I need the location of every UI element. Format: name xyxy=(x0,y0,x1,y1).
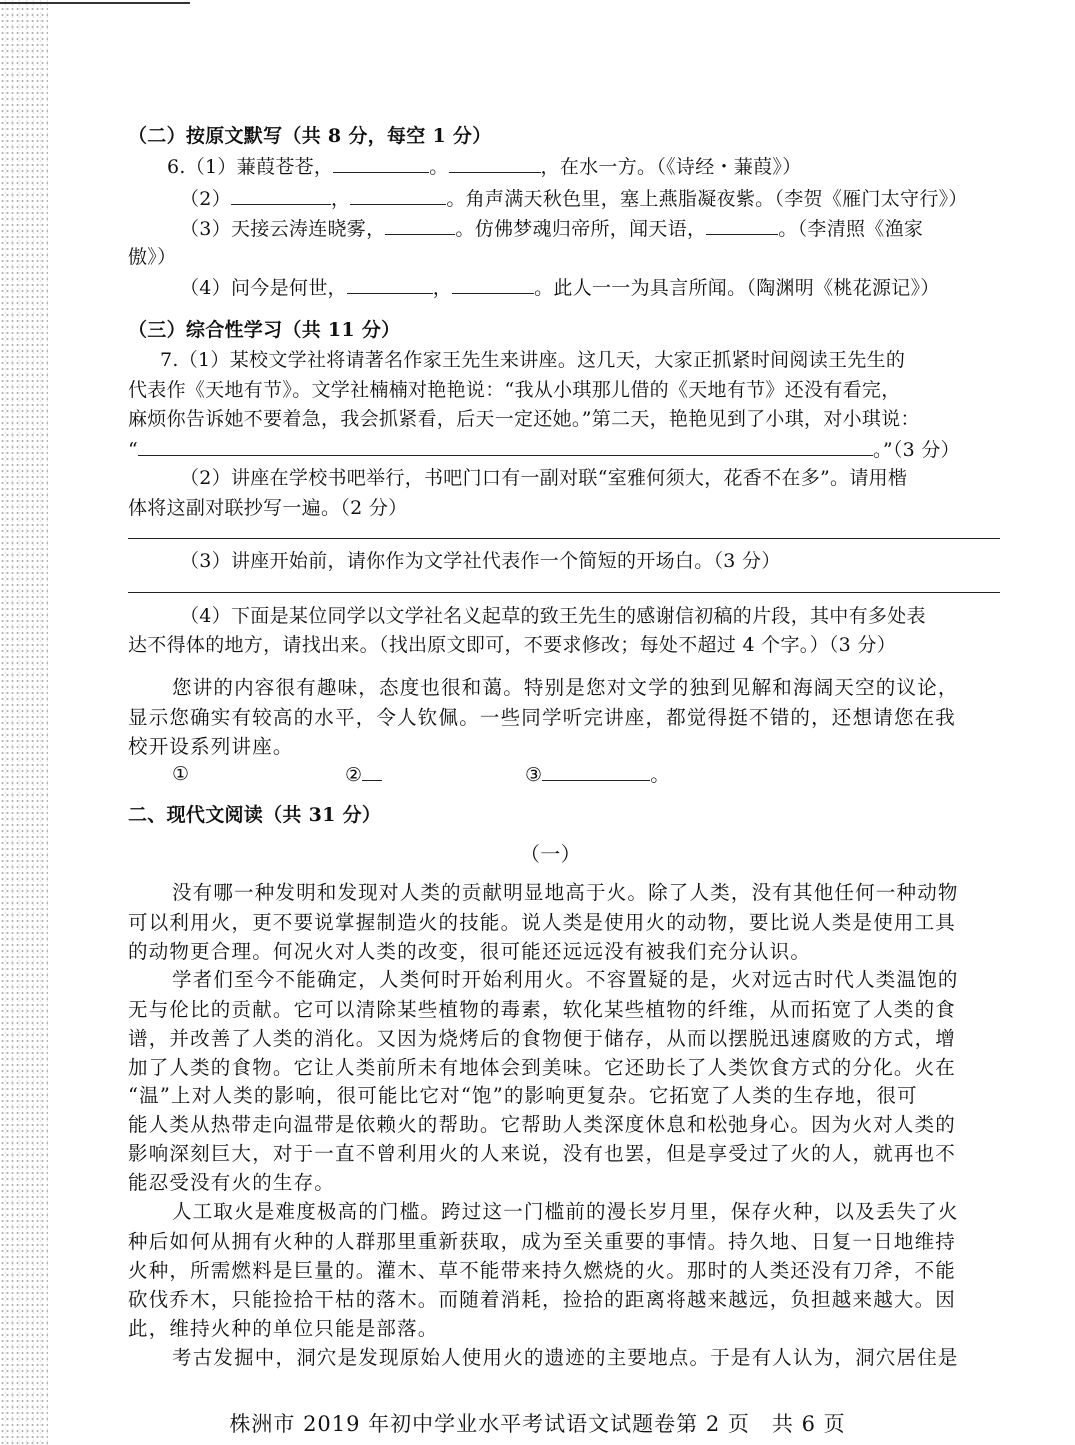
q6-3-text-a: （3）天接云涛连晓雾， xyxy=(180,218,386,240)
passage-line: 火种，所需燃料是巨量的。灌木、草不能带来持久燃烧的火。那时的人类还没有刀斧，不能 xyxy=(128,1259,957,1282)
answer-mark-2-label: ② xyxy=(345,764,363,786)
q7-open-quote: “ xyxy=(128,439,139,461)
q6-4-text-a: （4）问今是何世， xyxy=(180,277,347,299)
passage-line: 学者们至今不能确定，人类何时开始利用火。不容置疑的是，火对远古时代人类温饱的 xyxy=(172,968,959,991)
q7-line-7: （3）讲座开始前，请你作为文学社代表作一个简短的开场白。（3 分） xyxy=(180,550,781,572)
passage-line: 没有哪一种发明和发现对人类的贡献明显地高于火。除了人类，没有其他任何一种动物 xyxy=(172,881,959,904)
top-rule xyxy=(0,2,190,4)
passage-line: 无与伦比的贡献。它可以清除某些植物的毒素，软化某些植物的纤维，从而拓宽了人类的食 xyxy=(128,998,957,1021)
page-footer: 株洲市 2019 年初中学业水平考试语文试题卷第 2 页 共 6 页 xyxy=(229,1412,846,1436)
passage-line: 种后如何从拥有火种的人群那里重新获取，成为至关重要的事情。持久地、日复一日地维持 xyxy=(128,1230,957,1253)
answer-mark-3-label: ③ xyxy=(525,764,543,786)
q7-line-3: 麻烦你告诉她不要着急，我会抓紧看，后天一定还她。”第二天，艳艳见到了小琪，对小琪说： xyxy=(128,408,920,430)
q7-line-5: （2）讲座在学校书吧举行，书吧门口有一副对联“室雅何须大，花香不在多”。请用楷 xyxy=(180,467,908,489)
q7-line-2: 代表作《天地有节》。文学社楠楠对艳艳说：“我从小琪那儿借的《天地有节》还没有看完， xyxy=(128,379,901,401)
q6-4-text-c: 。此人一一为具言所闻。（陶渊明《桃花源记》） xyxy=(534,277,940,299)
passage-line: 谱，并改善了人类的消化。又因为烧烤后的食物便于储存，从而以摆脱迅速腐败的方式，增 xyxy=(128,1027,957,1050)
q6-line-3-cont: 傲》） xyxy=(128,246,177,268)
answer-2-blank[interactable] xyxy=(362,762,382,781)
passage-line: 的动物更合理。何况火对人类的改变，很可能还远远没有被我们充分认识。 xyxy=(128,940,812,963)
passage-line: 能人类从热带走向温带是依赖火的帮助。它帮助人类深度休息和松弛身心。因为火对人类的 xyxy=(128,1113,957,1136)
section-2-title: （二）按原文默写（共 8 分，每空 1 分） xyxy=(128,125,492,147)
passage-line: 能忍受没有火的生存。 xyxy=(128,1171,336,1194)
passage-title: （一） xyxy=(520,842,581,866)
q7-line-4 xyxy=(128,437,960,462)
answer-3-blank[interactable] xyxy=(542,762,650,781)
q7-line-6: 体将这副对联抄写一遍。（2 分） xyxy=(128,497,408,519)
q7-3-answer-line[interactable] xyxy=(128,592,1000,593)
passage-line: 影响深刻巨大，对于一直不曾利用火的人来说，没有也罢，但是享受过了火的人，就再也不 xyxy=(128,1142,957,1165)
q6-4-blank-1[interactable] xyxy=(347,275,433,294)
q6-2-blank-2[interactable] xyxy=(350,186,446,205)
q6-line-2 xyxy=(180,186,968,211)
q6-line-4 xyxy=(180,275,940,300)
answer-mark-1: ① xyxy=(172,763,190,785)
q7-2-answer-line[interactable] xyxy=(128,538,1000,539)
q6-1-text-a: 6.（1）蒹葭苍苍， xyxy=(167,156,334,178)
passage-line: 可以利用火，更不要说掌握制造火的技能。说人类是使用火的动物，要比说人类是使用工具 xyxy=(128,911,957,934)
answer-mark-3 xyxy=(525,762,670,787)
passage-line: “温”上对人类的影响，很可能比它对“饱”的影响更复杂。它拓宽了人类的生存地，很可 xyxy=(128,1084,918,1107)
q6-4-blank-2[interactable] xyxy=(452,275,534,294)
passage-line: 考古发掘中，洞穴是发现原始人使用火的遗迹的主要地点。于是有人认为，洞穴居住是 xyxy=(172,1346,959,1369)
passage-line: 砍伐乔木，只能捡拾干枯的落木。而随着消耗，捡拾的距离将越来越远，负担越来越大。因 xyxy=(128,1288,957,1311)
q7-1-answer-blank[interactable] xyxy=(138,437,873,456)
q6-line-1 xyxy=(167,154,802,179)
q6-1-blank-2[interactable] xyxy=(449,154,541,173)
answer-mark-2 xyxy=(345,762,382,787)
q6-1-text-b: 。 xyxy=(429,156,449,178)
q6-4-text-b: ， xyxy=(432,277,453,299)
q6-2-blank-1[interactable] xyxy=(231,186,331,205)
q6-line-3 xyxy=(180,216,923,241)
q6-1-blank-1[interactable] xyxy=(333,154,429,173)
q6-2-text-c: 。角声满天秋色里，塞上燕脂凝夜紫。（李贺《雁门太守行》） xyxy=(446,188,968,210)
q6-3-blank-1[interactable] xyxy=(385,216,455,235)
q7-line-9: 达不得体的地方，请找出来。（找出原文即可，不要求修改；每处不超过 4 个字。）（3 分） xyxy=(128,634,896,656)
q7-line-8: （4）下面是某位同学以文学社名义起草的致王先生的感谢信初稿的片段，其中有多处表 xyxy=(180,605,926,627)
q6-3-blank-2[interactable] xyxy=(706,216,778,235)
answer-end: 。 xyxy=(650,764,670,786)
q6-3-text-b: 。仿佛梦魂归帝所，闻天语， xyxy=(455,218,707,240)
part-2-title: 二、现代文阅读（共 31 分） xyxy=(128,804,382,826)
scan-edge-noise xyxy=(0,0,48,1445)
passage-line: 加了人类的食物。它让人类前所未有地体会到美味。它还助长了人类饮食方式的分化。火在 xyxy=(128,1056,957,1079)
section-3-title: （三）综合性学习（共 11 分） xyxy=(128,319,401,341)
q6-3-text-c: 。（李清照《渔家 xyxy=(778,218,924,240)
passage-line: 此，维持火种的单位只能是部落。 xyxy=(128,1317,439,1340)
letter-line-2: 显示您确实有较高的水平，令人钦佩。一些同学听完讲座，都觉得挺不错的，还想请您在我 xyxy=(128,706,957,729)
letter-line-1: 您讲的内容很有趣味，态度也很和蔼。特别是您对文学的独到见解和海阔天空的议论， xyxy=(172,676,959,699)
letter-line-3: 校开设系列讲座。 xyxy=(128,735,294,758)
q6-1-text-c: ，在水一方。（《诗经・蒹葭》） xyxy=(540,156,802,178)
q6-2-text-b: ， xyxy=(331,188,351,210)
passage-line: 人工取火是难度极高的门槛。跨过这一门槛前的漫长岁月里，保存火种，以及丢失了火 xyxy=(172,1200,959,1223)
q7-line-1: 7.（1）某校文学社将请著名作家王先生来讲座。这几天，大家正抓紧时间阅读王先生的 xyxy=(160,349,906,371)
q6-2-text-a: （2） xyxy=(180,188,231,210)
q7-close-quote: 。”（3 分） xyxy=(873,439,960,461)
